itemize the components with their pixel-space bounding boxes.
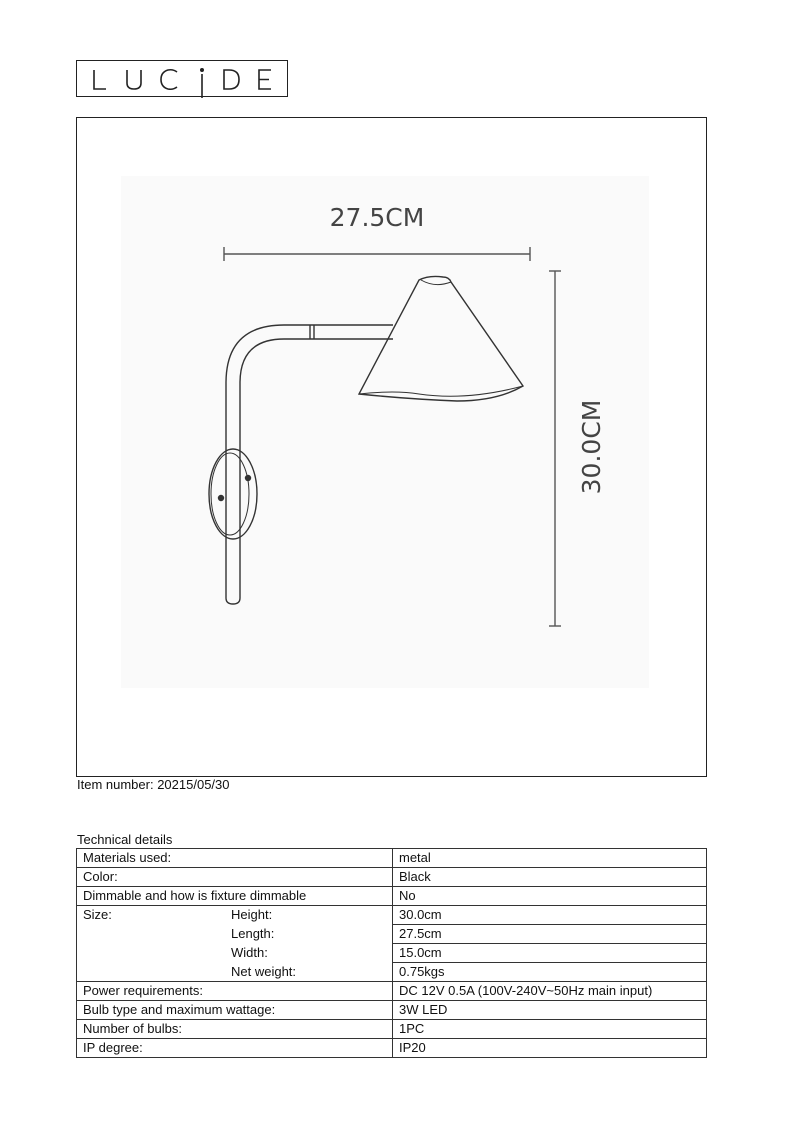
spec-label: Materials used: [77, 849, 393, 868]
size-label-cell [77, 906, 393, 925]
table-row [77, 868, 707, 887]
spec-label: Dimmable and how is fixture dimmable [77, 887, 393, 906]
spec-label: IP degree: [77, 1039, 393, 1058]
lamp-outline [209, 276, 523, 604]
brand-logo [76, 60, 288, 97]
height-dimension-line [549, 271, 561, 626]
table-row [77, 887, 707, 906]
item-number: Item number: 20215/05/30 [77, 777, 230, 792]
height-dimension-label: 30.0CM [577, 399, 606, 495]
spec-value: No [393, 887, 707, 906]
spec-label: Bulb type and maximum wattage: [77, 1001, 393, 1020]
spec-value: 27.5cm [393, 925, 707, 944]
table-row [77, 944, 707, 963]
spec-sub-label: Height: [231, 907, 273, 923]
spec-label: Power requirements: [77, 982, 393, 1001]
spec-value: IP20 [393, 1039, 707, 1058]
technical-details-table [76, 848, 707, 1058]
table-row [77, 925, 707, 944]
spec-value: 15.0cm [393, 944, 707, 963]
spec-value: DC 12V 0.5A (100V-240V~50Hz main input) [393, 982, 707, 1001]
table-row [77, 963, 707, 982]
size-label: Size: [83, 907, 112, 923]
table-row [77, 906, 707, 925]
table-row [77, 1001, 707, 1020]
spec-sub-label: Length: [231, 926, 275, 941]
table-row [77, 1039, 707, 1058]
size-sub-cell [77, 944, 393, 963]
spec-label: Number of bulbs: [77, 1020, 393, 1039]
spec-value: 30.0cm [393, 906, 707, 925]
technical-details-title: Technical details [77, 832, 173, 847]
spec-value: Black [393, 868, 707, 887]
spec-sub-label: Net weight: [231, 963, 297, 979]
width-dimension-line [224, 247, 530, 261]
width-dimension-label: 27.5CM [329, 203, 425, 232]
spec-label: Color: [77, 868, 393, 887]
spec-value: 1PC [393, 1020, 707, 1039]
spec-sub-label: Width: [231, 945, 268, 960]
lamp-drawing [77, 118, 708, 778]
spec-value: metal [393, 849, 707, 868]
size-sub-cell [77, 963, 393, 982]
technical-drawing-frame [76, 117, 707, 777]
table-row [77, 849, 707, 868]
table-row [77, 982, 707, 1001]
size-sub-cell [77, 925, 393, 944]
spec-value: 0.75kgs [393, 963, 707, 982]
spec-value: 3W LED [393, 1001, 707, 1020]
lucide-logo-mark [77, 61, 289, 98]
table-row [77, 1020, 707, 1039]
